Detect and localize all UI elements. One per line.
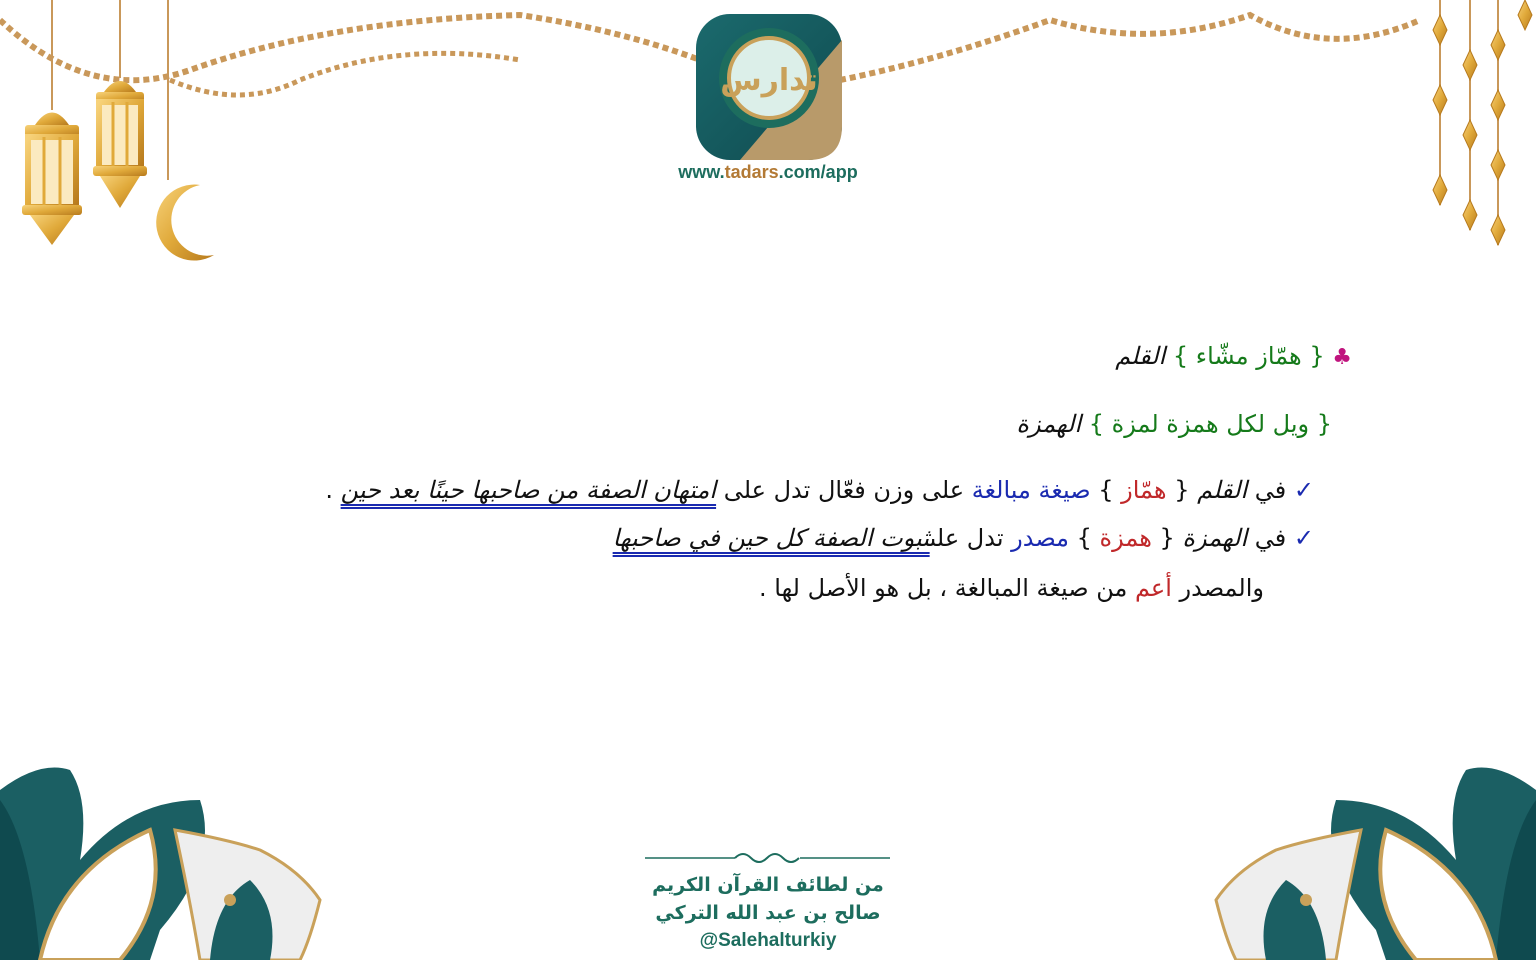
website-url[interactable] — [640, 162, 896, 183]
lantern-icon — [93, 0, 147, 208]
underlined-meaning: امتهان الصفة من صاحبها حينًا بعد حين — [340, 476, 717, 504]
surah-name: القلم — [1197, 476, 1248, 504]
lantern-icon — [22, 0, 82, 245]
logo-text: تدارس — [720, 63, 818, 98]
url-brand: tadars — [724, 162, 779, 182]
footer-author: صالح بن عبد الله التركي — [655, 902, 881, 924]
underlined-meaning: ثبوت الصفة كل حين في صاحبها — [612, 524, 930, 552]
footer-divider-ornament — [645, 854, 890, 862]
url-suffix: .com/app — [778, 162, 858, 182]
surah-name: الهمزة — [1182, 524, 1248, 552]
text: على وزن فعّال تدل على — [716, 476, 972, 504]
verse-line-humaza — [1016, 410, 1332, 438]
club-bullet-icon: ♣ — [1332, 345, 1352, 370]
floral-ornament-left — [0, 768, 320, 960]
text: في — [1247, 524, 1287, 552]
text: { — [1166, 476, 1198, 504]
text: والمصدر — [1171, 574, 1264, 602]
keyword: همزة — [1099, 524, 1152, 552]
conclusion-line — [759, 574, 1264, 602]
url-prefix: www. — [678, 162, 725, 182]
surah-name: الهمزة — [1016, 410, 1082, 438]
text: من صيغة المبالغة ، بل هو الأصل لها . — [759, 574, 1135, 602]
text: . — [325, 476, 341, 504]
text: } — [1068, 524, 1100, 552]
grammar-term: مصدر — [1011, 524, 1069, 552]
check-icon: ✓ — [1293, 524, 1314, 552]
footer-handle[interactable]: @Salehalturkiy — [699, 930, 837, 951]
footer-series-title: من لطائف القرآن الكريم — [652, 874, 884, 896]
app-logo — [696, 14, 842, 160]
grammar-term: صيغة مبالغة — [971, 476, 1091, 504]
text: في — [1247, 476, 1287, 504]
check-icon: ✓ — [1293, 476, 1314, 504]
verse-quote: { ويل لكل همزة لمزة } — [1088, 410, 1332, 438]
text: تدل على — [929, 524, 1012, 552]
keyword: همّاز — [1121, 476, 1167, 504]
explanation-item-1 — [325, 476, 1314, 504]
keyword: أعم — [1134, 574, 1172, 602]
floral-ornament-right — [1216, 768, 1536, 960]
text: { — [1151, 524, 1183, 552]
explanation-item-2 — [613, 524, 1314, 552]
verse-quote: { همّاز مشّاء } — [1172, 342, 1325, 370]
verse-line-qalam — [1115, 342, 1352, 370]
hanging-diamonds-decoration — [1433, 0, 1532, 245]
crescent-moon-icon — [156, 0, 214, 261]
text: } — [1090, 476, 1122, 504]
surah-name: القلم — [1115, 342, 1166, 370]
